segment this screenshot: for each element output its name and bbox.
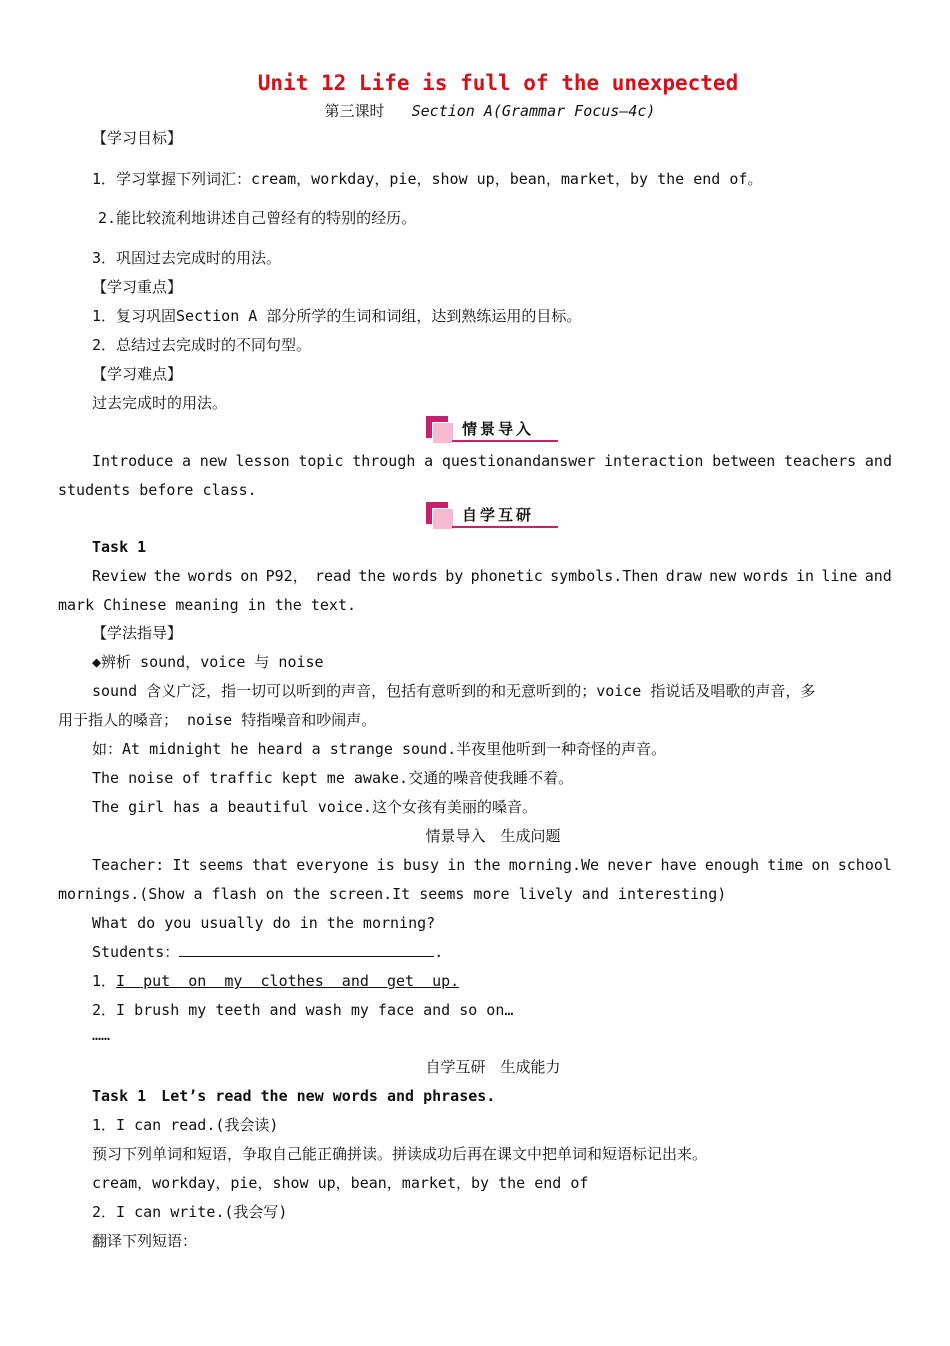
page-title: Unit 12 Life is full of the unexpected: [257, 71, 739, 95]
key-point-item: 1．复习巩固Section A 部分所学的生词和词组，达到熟练运用的目标。: [92, 307, 582, 325]
banner-label: 自学互研: [462, 506, 535, 524]
banner-square-icon: [432, 422, 454, 444]
intro-paragraph-line: Introduce a new lesson topic through a questionandanswer interaction between teachers and: [92, 452, 892, 470]
students-answer-line: Students： .: [92, 943, 444, 961]
guide-example: The girl has a beautiful voice.这个女孩有美丽的嗓音。: [92, 798, 537, 816]
section-range: Section A(Grammar Focus—4c): [411, 102, 656, 120]
answer-blank[interactable]: [179, 942, 434, 957]
objectives-heading: 【学习目标】: [92, 129, 183, 147]
difficulties-text: 过去完成时的用法。: [92, 394, 228, 412]
guide-example: 如：At midnight he heard a strange sound.半夜里他听到一种奇怪的声音。: [92, 740, 667, 758]
section-heading: 自学互研 生成能力: [425, 1058, 561, 1076]
read-instruction: 预习下列单词和短语，争取自己能正确拼读。拼读成功后再在课文中把单词和短语标记出来。: [92, 1145, 708, 1163]
difficulties-heading: 【学习难点】: [92, 365, 183, 383]
banner-underline: [452, 440, 558, 442]
answer-item: 1．I put on my clothes and get up.: [92, 972, 460, 990]
banner-square-icon: [432, 508, 454, 530]
write-label: 2．I can write.(我会写): [92, 1203, 288, 1221]
lesson-number: 第三课时: [324, 102, 385, 120]
task-paragraph-line: mark Chinese meaning in the text.: [58, 596, 357, 614]
students-label: Students：: [92, 943, 180, 961]
banner-underline: [452, 526, 558, 528]
teacher-line: Teacher: It seems that everyone is busy in the morning.We never have enough time on school: [92, 856, 892, 874]
section-heading: 情景导入 生成问题: [425, 827, 561, 845]
intro-paragraph-line: students before class.: [58, 481, 257, 499]
guide-explain-line: 用于指人的嗓音； noise 特指噪音和吵闹声。: [58, 711, 377, 729]
task-heading: Task 1: [92, 538, 147, 556]
key-points-heading: 【学习重点】: [92, 278, 183, 296]
section-banner-situation: [426, 416, 558, 444]
guide-heading: 【学法指导】: [92, 624, 183, 642]
word-list: cream，workday，pie，show up，bean，market，by the end of: [92, 1174, 589, 1192]
objective-item: 2.能比较流利地讲述自己曾经有的特别的经历。: [98, 209, 417, 227]
answer-item: 2．I brush my teeth and wash my face and so on…: [92, 1001, 514, 1019]
objective-item: 1．学习掌握下列词汇：cream，workday，pie，show up，bean，market，by the end of。: [92, 170, 763, 188]
read-label: 1．I can read.(我会读): [92, 1116, 279, 1134]
guide-example: The noise of traffic kept me awake.交通的噪音使我睡不着。: [92, 769, 574, 787]
translate-instruction: 翻译下列短语：: [92, 1232, 198, 1250]
guide-explain-line: sound 含义广泛，指一切可以听到的声音，包括有意听到的和无意听到的；voice 指说话及唱歌的声音，多: [92, 682, 816, 700]
key-point-item: 2．总结过去完成时的不同句型。: [92, 336, 312, 354]
section-banner-self-study: [426, 502, 558, 530]
ellipsis: ……: [92, 1026, 111, 1044]
page-subtitle: [0, 101, 950, 121]
task-paragraph-line: Review the words on P92， read the words by phonetic symbols.Then draw new words in line and: [92, 567, 892, 585]
objective-item: 3．巩固过去完成时的用法。: [92, 249, 282, 267]
task-heading: Task 1 Let’s read the new words and phrases.: [92, 1087, 496, 1105]
banner-label: 情景导入: [462, 420, 535, 438]
teacher-line: mornings.(Show a flash on the screen.It seems more lively and interesting): [58, 885, 727, 903]
underlined-answer: I put on my clothes and get up.: [116, 972, 460, 990]
guide-compare: ◆辨析 sound，voice 与 noise: [92, 653, 324, 671]
question-text: What do you usually do in the morning?: [92, 914, 436, 932]
